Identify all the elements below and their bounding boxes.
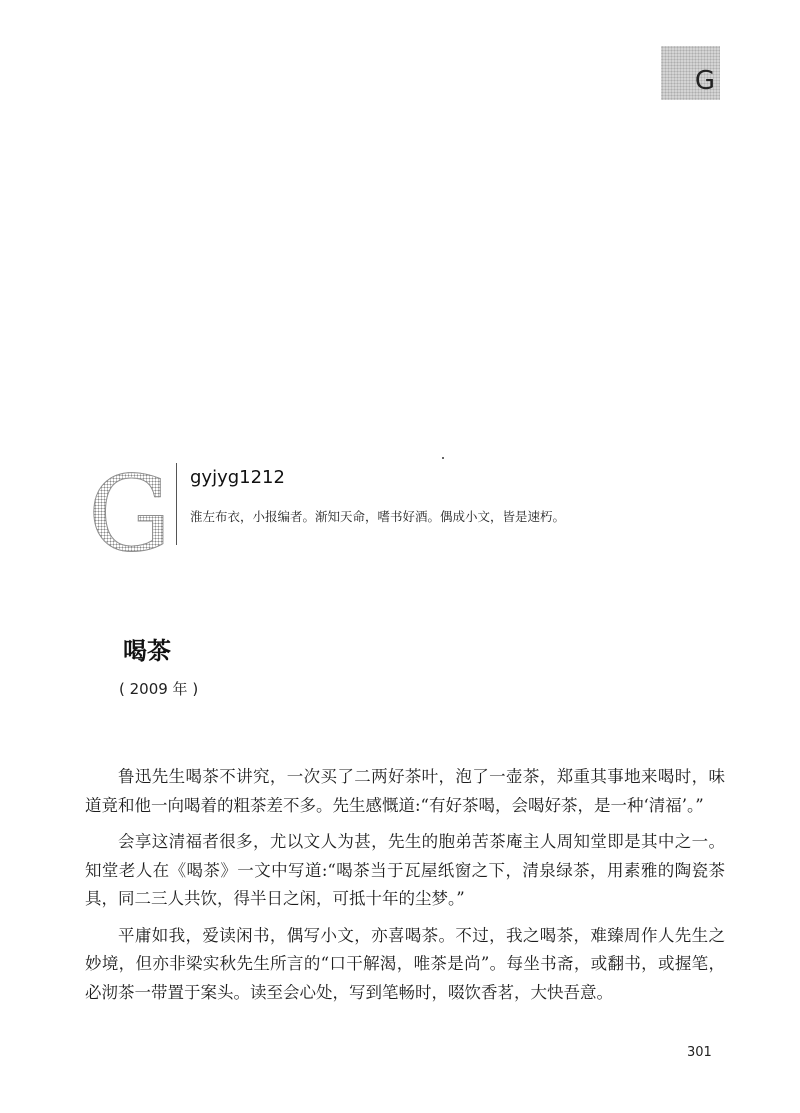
chapter-letter: G xyxy=(694,66,715,96)
author-name: gyjyg1212 xyxy=(190,467,285,488)
essay-year: ( 2009 年 ) xyxy=(119,680,199,698)
essay-title: 喝茶 xyxy=(123,636,171,665)
essay-paragraph: 鲁迅先生喝茶不讲究，一次买了二两好茶叶，泡了一壶茶，郑重其事地来喝时，味道竟和他一向喝着的粗茶差不多。先生感慨道:“有好茶喝，会喝好茶，是一种‘清福’。” xyxy=(85,767,725,815)
print-speck xyxy=(442,457,444,459)
essay-body xyxy=(85,763,725,1015)
essay-paragraph: 会享这清福者很多，尤以文人为甚，先生的胞弟苦茶庵主人周知堂即是其中之一。知堂老人在《喝茶》一文中写道:“喝茶当于瓦屋纸窗之下，清泉绿茶，用素雅的陶瓷茶具，同二三人共饮，得半日之闲，可抵十年的尘梦。” xyxy=(85,832,725,908)
author-bio: 淮左布衣，小报编者。渐知天命，嗜书好酒。偶成小文，皆是速朽。 xyxy=(190,509,566,524)
author-divider xyxy=(176,463,177,545)
chapter-tab xyxy=(661,46,720,100)
essay-paragraph: 平庸如我，爱读闲书，偶写小文，亦喜喝茶。不过，我之喝茶，难臻周作人先生之妙境，但亦非梁实秋先生所言的“口干解渴，唯茶是尚”。每坐书斋，或翻书，或握笔，必沏茶一带置于案头。读至会心处，写到笔畅时，啜饮香茗，大快吾意。 xyxy=(85,925,725,1002)
author-initial-letter: G xyxy=(88,453,172,575)
page-number: 301 xyxy=(687,1045,712,1060)
